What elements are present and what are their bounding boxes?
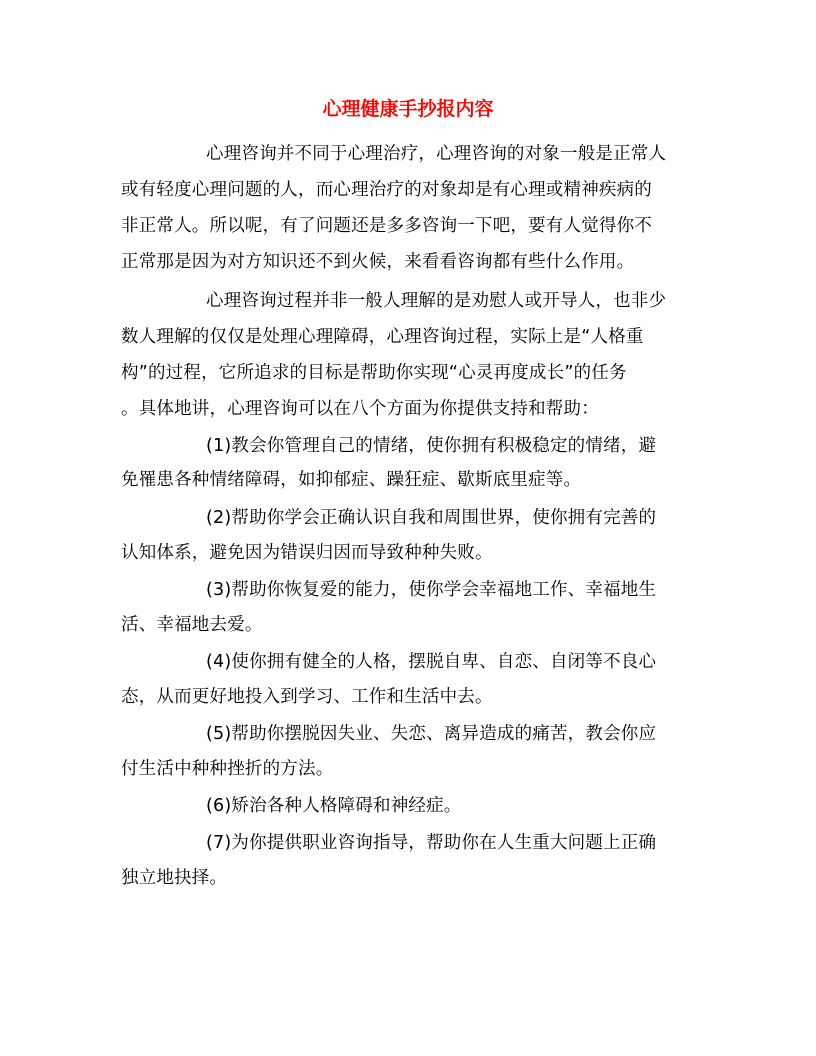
text-line: 构”的过程，它所追求的目标是帮助你实现“心灵再度成长”的任务 [121,363,627,383]
text-line: (1)教会你管理自己的情绪，使你拥有积极稳定的情绪，避 [206,436,657,456]
text-line: (6)矫治各种人格障碍和神经症。 [206,796,462,816]
text-line: 独立地抉择。 [121,868,228,888]
text-line: (7)为你提供职业咨询指导，帮助你在人生重大问题上正确 [206,833,657,853]
text-line: (3)帮助你恢复爱的能力，使你学会幸福地工作、幸福地生 [206,580,657,600]
text-line: 活、幸福地去爱。 [121,615,263,635]
text-line: 。具体地讲，心理咨询可以在八个方面为你提供支持和帮助： [121,399,599,419]
text-line: 数人理解的仅仅是处理心理障碍，心理咨询过程，实际上是“人格重 [121,327,644,347]
text-line: 正常那是因为对方知识还不到火候，来看看咨询都有些什么作用。 [121,252,635,272]
text-line: (5)帮助你摆脱因失业、失恋、离异造成的痛苦，教会你应 [206,724,657,744]
text-line: (2)帮助你学会正确认识自我和周围世界，使你拥有完善的 [206,508,657,528]
text-line: 认知体系，避免因为错误归因而导致种种失败。 [121,543,493,563]
text-line: (4)使你拥有健全的人格，摆脱自卑、自恋、自闭等不良心 [206,652,657,672]
text-line: 非正常人。所以呢，有了问题还是多多咨询一下吧，要有人觉得你不 [121,216,652,236]
text-line: 付生活中种种挫折的方法。 [121,759,334,779]
text-line: 心理咨询过程并非一般人理解的是劝慰人或开导人，也非少 [206,291,667,311]
text-line: 态，从而更好地投入到学习、工作和生活中去。 [121,687,493,707]
document-title: 心理健康手抄报内容 [322,98,494,120]
text-line: 心理咨询并不同于心理治疗，心理咨询的对象一般是正常人 [206,144,667,164]
text-line: 免罹患各种情绪障碍，如抑郁症、躁狂症、歇斯底里症等。 [121,470,582,490]
text-line: 或有轻度心理问题的人，而心理治疗的对象却是有心理或精神疾病的 [121,180,652,200]
